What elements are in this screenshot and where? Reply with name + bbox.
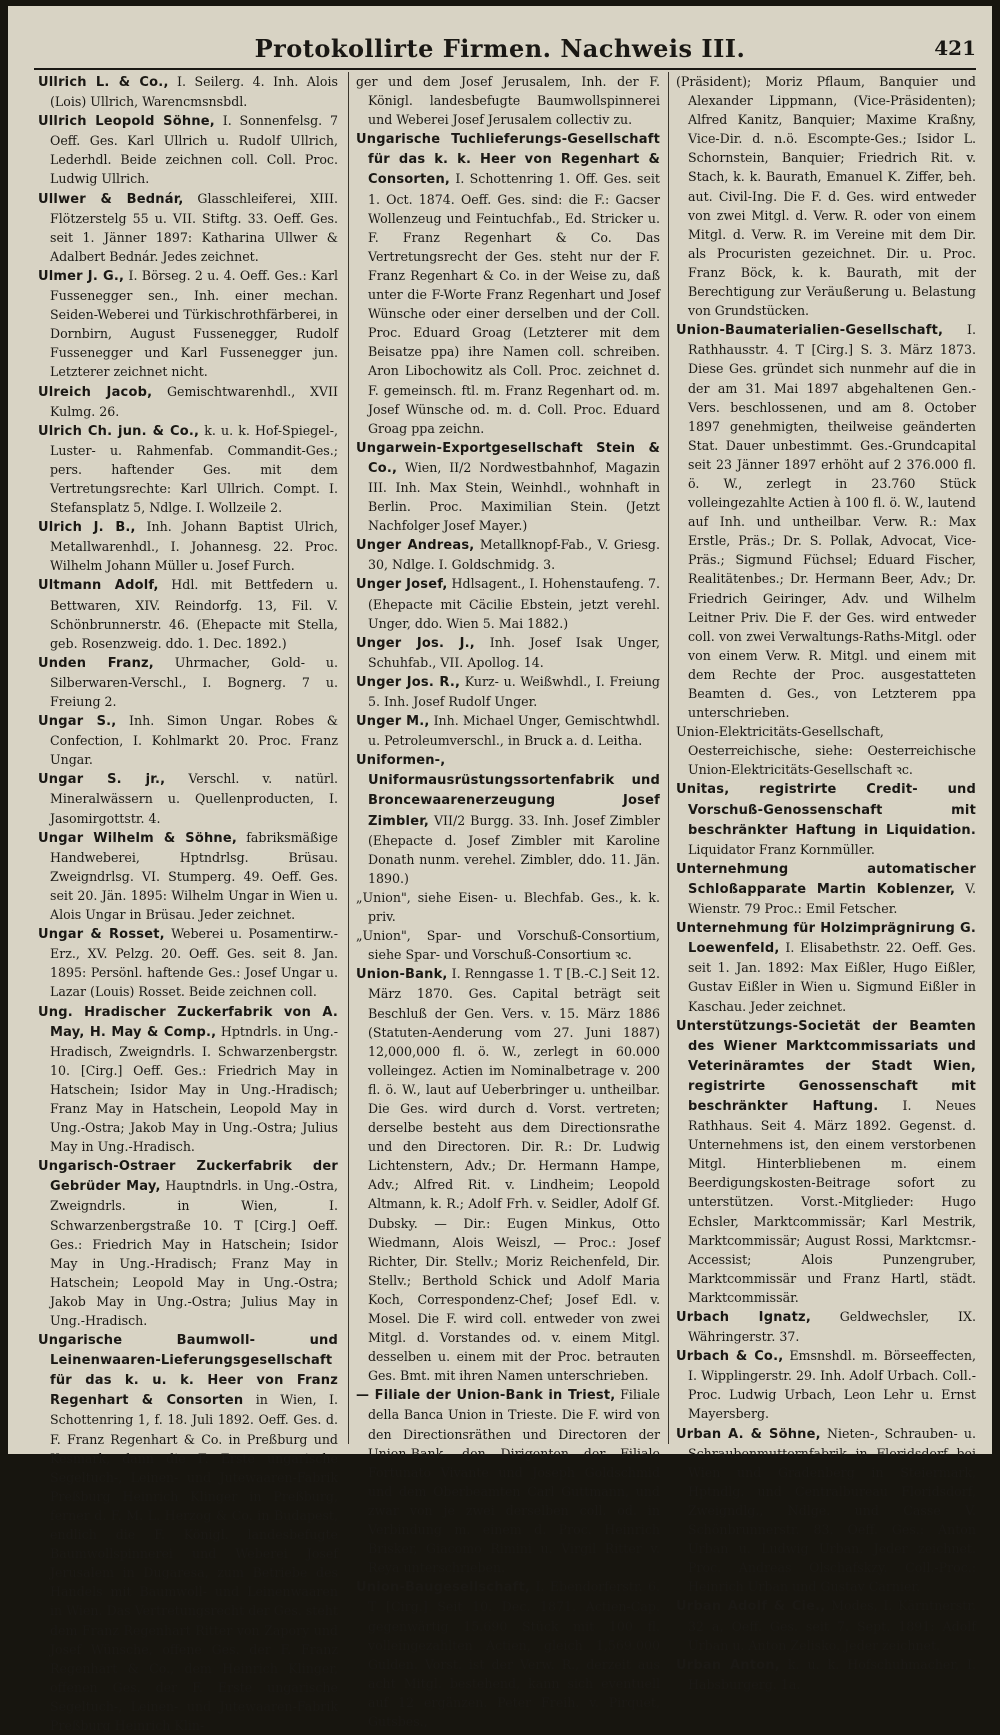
directory-entry [676, 1307, 976, 1346]
directory-entry [356, 672, 660, 711]
firm-name: Uniformen-, Uniformausrüstungssortenfabrik und Broncewaarenerzeugung Josef Zimbler, [356, 753, 660, 829]
firm-details: (Präsident); Moriz Pflaum, Banquier und Alexander Lippmann, (Vice-Präsidenten); Alfred Kanitz, Banquier; Maxime Kraßny, Vice-Dir. d. n.ö. Escompte-Ges.; Isidor L. Schornstein, Banquier; Friedrich Rit. v. Stach, k. k. Baurath, Emanuel K. Ziffer, beh. aut. Civil-Ing. Die F. d. Ges. wird entweder von zwei Mitgl. d. Verw. R. oder von einem Mitgl. d. Verw. R. im Vereine mit dem Dir. als Procuristen gezeichnet. Dir. u. Proc. Franz Böck, k. k. Baurath, mit der Berechtigung zur Veräußerung u. Belastung von Grundstücken. [676, 74, 976, 319]
directory-entry [38, 924, 338, 1001]
firm-details: Filiale della Banca Union in Trieste. Die F. wird von den Directionsräthen und Directoren der Union-Bank, den Dirigenten der Filiale Fortunato Vivante und Joseph Goldschmid und dem Oberbeamten Carl Guttmann, und zwar von je zwei derselben coll. od. in Verbindung m. einem d. Proc. Heinrich Brisker, Giacomo Rimini u. Virgil Ritter v. Reya unterschrieben. [368, 1387, 660, 1576]
firm-name: Ullwer & Bednár, [38, 191, 184, 207]
column-1 [38, 72, 338, 1733]
firm-name: Union-Bank, [356, 967, 448, 983]
directory-page [8, 6, 992, 1733]
directory-entry [38, 111, 338, 188]
directory-entry [676, 859, 976, 918]
firm-name: Unitas, registrirte Credit- und Vorschuß-Genossenschaft mit beschränkter Haftung in Liquidation. [676, 782, 976, 838]
directory-entry [38, 769, 338, 827]
firm-name: Ung. Hradischer Zuckerfabrik von A. May, H. May & Comp., [38, 1004, 338, 1040]
firm-name: Ulrich Ch. jun. & Co., [38, 423, 200, 439]
directory-entry [38, 266, 338, 382]
firm-name: Unger Jos. J., [356, 635, 475, 651]
firm-name: Unternehmung automatischer Schloßapparate Martin Koblenzer, [676, 861, 976, 897]
firm-details: I. Seilerg. 4. Inh. Alois (Lois) Ullrich, Warencmsnsbdl. [50, 74, 338, 110]
directory-entry [38, 517, 338, 575]
firm-details: Hauptndrls. in Ung.-Ostra, Zweigndrls. in Wien, I. Schwarzenbergstraße 10. T [Cirg.] Oeff. Ges.: Friedrich May in Hatschein; Isidor May in Ung.-Hradisch; Franz May in Hatschein; Leopold May in Ung.-Ostra; Jakob May in Ung.-Ostra; Julius May in Ung.-Hradisch. [50, 1178, 338, 1328]
directory-entry [38, 421, 338, 517]
firm-name: — Filiale der Union-Bank in Triest, [356, 1388, 616, 1404]
firm-name: Union-Baugesellschaft, [356, 1580, 531, 1596]
firm-details: Nieten-, Schrauben- u. Schraubenmutternfabrik in Floridsdorf bei Wien und Gradenberg in Steiermark, Hptndlg. und Centralbureau Floridsdorf, Zweigndlg., Ndlge. und Casse V. Schönbrunnerstr. 83. Oeff. Ges.: Anton Urban u. Ludwig Urban. Jeder zeichnet. Proc. Andreas Olschafskzy. Coll.-Proc.: Heinrich Urban und Gustav Carnier. [688, 1425, 976, 1595]
firm-name: Urban A. & Söhne, [676, 1426, 821, 1442]
firm-details: I. Renngasse 1. T [B.-C.] Seit 12. März 1870. Ges. Capital beträgt seit Beschluß der Gen. Vers. v. 15. März 1886 (Statuten-Aenderung vom 27. Juni 1887) 12,000,000 fl. ö. W., zerlegt in 60.000 volleingez. Actien im Nominalbetrage v. 200 fl. ö. W., laut auf Ueberbringer u. untheilbar. Die Ges. wird durch d. Vorst. vertreten; derselbe besteht aus dem Directionsrathe und den Directoren. Dir. R.: Dr. Ludwig Lichtenstern, Adv.; Dr. Hermann Hampe, Adv.; Alfred Rit. v. Lindheim; Leopold Altmann, k. R.; Adolf Frh. v. Seidler, Adolf Gf. Dubsky. — Dir.: Eugen Minkus, Otto Wiedmann, Alois Weiszl, — Proc.: Josef Richter, Dir. Stellv.; Moriz Reichenfeld, Dir. Stellv.; Berthold Schick und Adolf Maria Koch, Correspondenz-Chef; Josef Edl. v. Mosel. Die F. wird coll. entweder von zwei Mitgl. d. Vorstandes od. v. einem Mitgl. desselben u. einem mit der Proc. betrauten Ges. Bmt. mit ihren Namen unterschrieben. [368, 966, 660, 1384]
directory-entry [38, 1330, 338, 1735]
directory-entry [38, 711, 338, 769]
directory-entry [356, 711, 660, 750]
directory-entry [38, 1002, 338, 1157]
directory-entry [38, 72, 338, 111]
firm-name: Urbach & Co., [676, 1349, 784, 1365]
firm-details: Wien, II/2 Nordwestbahnhof, Magazin III. Inh. Max Stein, Weinhdl., wohnhaft in Berlin. Proc. Maximilian Stein. (Jetzt Nachfolger Josef Mayer.) [368, 459, 660, 534]
firm-name: Ungarwein-Exportgesellschaft Stein & Co., [356, 440, 660, 476]
directory-entry [676, 918, 976, 1015]
firm-name: Ulrich J. B., [38, 520, 136, 536]
directory-entry [38, 189, 338, 266]
firm-name: Ungarisch-Ostraer Zuckerfabrik der Gebrüder May, [38, 1159, 338, 1195]
directory-entry [38, 828, 338, 924]
firm-details: I. Sonnenfelsg. 7 Oeff. Ges. Karl Ullrich u. Rudolf Ullrich, Lederhdl. Beide zeichnen coll. Coll. Proc. Ludwig Ullrich. [50, 113, 338, 187]
firm-details: Modes, I. Kärntnerstr. 32 a, Oeff. Ges. seit 7. Sept. 1891: Adolf Urban u. Anton Zelisko. Jeder zeichnet. [688, 1598, 976, 1653]
firm-details: I. Neues Rathhaus. Seit 4. März 1892. Gegenst. d. Unternehmens ist, den einem verstorbenen Mitgl. Hinterbliebenen m. einem Beerdigungskosten-Beitrage sofort zu unterstützen. Vorst.-Mitglieder: Hugo Echsler, Marktcommissär; Karl Mestrik, Marktcommissär; August Rossi, Marktcmsr.-Accessist; Alois Punzengruber, Marktcommissär und Franz Hartl, städt. Marktcommissär. [688, 1097, 976, 1305]
directory-entry [676, 1016, 976, 1307]
firm-name: Ulreich Jacob, [38, 384, 153, 400]
directory-entry [356, 438, 660, 535]
firm-details: Verschl. v. natürl. Mineralwässern u. Quellenproducten, I. Jasomirgottstr. 4. [50, 771, 338, 826]
directory-entry [356, 535, 660, 574]
directory-entry [356, 129, 660, 438]
firm-details: fabriksmäßige Handweberei, Hptndrlsg. Brüsau. Zweigndrlsg. VI. Stumperg. 49. Oeff. Ges. seit 20. Jän. 1895: Wilhelm Ungar in Wien u. Alois Ungar in Brüsau. Jeder zeichnet. [50, 829, 338, 923]
page-header [8, 34, 992, 70]
column-3 [676, 72, 976, 1692]
firm-name: Ungar & Rosset, [38, 927, 165, 943]
directory-entry [676, 722, 976, 779]
directory-entry [356, 964, 660, 1385]
firm-details: „Union", Spar- und Vorschuß-Consortium, siehe Spar- und Vorschuß-Consortium ꝛc. [356, 928, 660, 963]
firm-details: „Union", siehe Eisen- u. Blechfab. Ges., k. k. priv. [356, 889, 660, 925]
firm-details: Glasschleiferei, XIII. Flötzerstelg 55 u. VII. Stiftg. 33. Oeff. Ges. seit 1. Jänner 1897: Katharina Ullwer & Adalbert Bednár. Jedes zeichnet. [50, 190, 338, 264]
firm-name: Unden Franz, [38, 655, 154, 671]
directory-entry [356, 888, 660, 926]
firm-name: Urbach Ignatz, [676, 1310, 811, 1325]
directory-entry [676, 1596, 976, 1654]
firm-details: Union-Elektricitäts-Gesellschaft, Oesterreichische, siehe: Oesterreichische Union-Elektricitäts-Gesellschaft ꝛc. [676, 724, 976, 778]
firm-name: Unger Josef, [356, 577, 448, 593]
firm-details: Inh. Michael Unger, Gemischtwhdl. u. Petroleumverschl., in Bruck a. d. Leitha. [368, 713, 660, 749]
firm-name: Ungar Wilhelm & Söhne, [38, 830, 238, 846]
directory-entry [676, 72, 976, 320]
directory-entry [356, 926, 660, 964]
firm-details: V. Wienstr. 79 Proc.: Emil Fetscher. [688, 880, 976, 917]
firm-name: Urban Anton, [676, 1657, 780, 1673]
firm-details: Emsnshdl. m. Börseeffecten, I. Wipplingerstr. 29. Inh. Adolf Urbach. Coll.-Proc. Ludwig Urbach, Leon Lehr u. Ernst Mayersberg. [688, 1348, 976, 1422]
directory-entry [38, 382, 338, 421]
firm-details: Liquidator Franz Kornmüller. [688, 841, 875, 857]
firm-name: Unger Andreas, [356, 538, 475, 554]
firm-details: Inh. Johann Baptist Ulrich, Metallwarenhdl., I. Johannesg. 22. Proc. Wilhelm Johann Müller u. Josef Furch. [50, 519, 338, 574]
directory-entry [38, 653, 338, 711]
firm-name: Ungarische Baumwoll- und Leinenwaaren-Lieferungsgesellschaft für das k. u. k. Heer von Franz Regenhart & Consorten [38, 1333, 338, 1409]
column-divider [668, 72, 669, 1444]
directory-entry [356, 72, 660, 129]
directory-entry [676, 779, 976, 858]
firm-details: in Wien, I. Schottenring 1, f. 18. Juli 1892. Oeff. Ges. d. F. Franz Regenhart & Co. in Preßburg und Kesmark, dann die F. Erste ungarische Segeltuch-, Leinen- und Jutewaaren-Fabrik Preßburg Heinrich Klinger in Preßburg, ferner d. F. M. L. Herzog & Co. in Budapest, endlich die F. Königl. landesbefugte Baumwollspinnerei und Weberei Josef Jerusalem in Dugaresa, zum Betriebe des Handels mit Baumwoll- und Leinenwaaren in Wien. Das Vertretungsrecht der Ges. steht dem Franz Regenhart Ritter von Zapory und Josef Wünsche, offene Ges. der F. Franz Regenhart & Co., dem Heinrich Klinger, offenen Ges. der F. Erste ungarische Segeltuch-, Leinen- und Jutewaaren-Fabrik Preßburg Heinrich Klin- [50, 1392, 338, 1733]
directory-entry [356, 750, 660, 888]
firm-details: Inh. Simon Ungar. Robes & Confection, I. Kohlmarkt 20. Proc. Franz Ungar. [50, 713, 338, 768]
directory-entry [38, 1156, 338, 1330]
firm-details: Hdlsagent., I. Hohenstaufeng. 7. (Ehepacte mit Cäcilie Ebstein, jetzt verehl. Unger, ddo. Wien 5. Mai 1882.) [368, 576, 660, 631]
firm-name: Union-Baumaterialien-Gesellschaft, [676, 323, 944, 339]
firm-details: k. u. k. Hofschuhmacher, I. Habsburgerg. 1a. [688, 1656, 976, 1692]
directory-entry [356, 633, 660, 672]
firm-name: Ulmer J. G., [38, 268, 125, 284]
firm-name: Unger M., [356, 714, 430, 730]
firm-details: Weberei u. Posamentirw.-Erz., XV. Pelzg. 20. Oeff. Ges. seit 8. Jan. 1895: Persönl. haftende Ges.: Josef Ungar u. Lazar (Louis) Rosset. Beide zeichnen coll. [50, 926, 338, 1000]
firm-details: Kurz- u. Weißwhdl., I. Freiung 5. Inh. Josef Rudolf Unger. [368, 673, 660, 709]
firm-name: Ungarische Tuchlieferungs-Gesellschaft für das k. k. Heer von Regenhart & Consorten, [356, 132, 660, 188]
firm-details: Gemischtwarenhdl., XVII Kulmg. 26. [50, 383, 338, 419]
column-2 [356, 72, 660, 1729]
firm-details: I. Schottenring 1. Off. Ges. seit 1. Oct. 1874. Oeff. Ges. sind: die F.: Gacser Wollenzeug und Feintuchfab., Ed. Stricker u. F. Franz Regenhart & Co. Das Vertretungsrecht der Ges. steht nur der F. Franz Regenhart & Co. in der Weise zu, daß unter die F-Worte Franz Regenhart und Josef Wünsche oder einer derselben und der Coll. Proc. Eduard Groag (Letzterer mit dem Beisatze ppa) ihre Namen coll. schreiben. Aron Libochowitz als Coll. Proc. zeichnet d. F. gemeinsch. ftl. m. Franz Regenhart od. m. Josef Wünsche od. m. d. Coll. Proc. Eduard Groag ppa zeichn. [368, 171, 660, 436]
firm-details: Inh. Josef Isak Unger, Schuhfab., VII. Apollog. 14. [368, 634, 660, 670]
firm-name: Urban Adolf & Cie., [676, 1599, 826, 1615]
header-rule [34, 68, 976, 70]
firm-name: Ullrich L. & Co., [38, 75, 169, 90]
firm-name: Unterstützungs-Societät der Beamten des Wiener Marktcommissariats und Veterinäramtes der Stadt Wien, registrirte Genossenschaft mit beschränkter Haftung. [676, 1018, 976, 1114]
directory-entry [38, 575, 338, 652]
firm-details: Hdl. mit Bettfedern u. Bettwaren, XIV. Reindorfg. 13, Fil. V. Schönbrunnerstr. 46. (Ehepacte mit Stella, geb. Rosenzweig. ddo. 1. Dec. 1892.) [50, 577, 338, 651]
firm-details: VII/2 Burgg. 33. Inh. Josef Zimbler (Ehepacte d. Josef Zimbler mit Karoline Donath nunm. verehel. Zimbler, ddo. 11. Jän. 1890.) [368, 812, 660, 886]
firm-details: ger und dem Josef Jerusalem, Inh. der F. Königl. landesbefugte Baumwollspinnerei und Weberei Josef Jerusalem collectiv zu. [356, 74, 660, 128]
directory-entry [676, 1655, 976, 1694]
firm-name: Ungar S. jr., [38, 772, 166, 788]
firm-details: I. Ebendorferstr. 6. T [Cirg.] Seit 10. Dec. 1871. Actien-Cap. gegenwärtig 15.690 Stück mit 100 fl. volleingezahlten Actien, gleich 1,569.000 Gulden. Vorst. ist der Verw. R., derzeit aus acht Mitgl. bestehend, kann sich eventuell auf 12 ergänzen. Peter Freih. v. Pirquet, Gutsbes., [368, 1579, 660, 1729]
firm-details: Uhrmacher, Gold- u. Silberwaren-Verschl., I. Bognerg. 7 u. Freiung 2. [50, 654, 338, 709]
directory-entry [676, 320, 976, 722]
firm-details: I. Elisabethstr. 22. Oeff. Ges. seit 1. Jan. 1892: Max Eißler, Hugo Eißler, Gustav Eißler in Wien u. Sigmund Eißler in Kaschau. Jeder zeichnet. [688, 940, 976, 1014]
directory-entry [676, 1424, 976, 1597]
directory-entry [356, 1385, 660, 1577]
firm-name: Ullrich Leopold Söhne, [38, 114, 215, 130]
page-number: 421 [934, 36, 976, 60]
column-divider [348, 72, 349, 1444]
firm-details: I. Börseg. 2 u. 4. Oeff. Ges.: Karl Fussenegger sen., Inh. einer mechan. Seiden-Weberei und Türkischrothfärberei, in Dornbirn, August Fussenegger, Rudolf Fussenegger und Karl Fussenegger jun. Letzterer zeichnet nicht. [50, 267, 338, 380]
firm-details: Geldwechsler, IX. Währingerstr. 37. [688, 1309, 976, 1345]
directory-entry [356, 1577, 660, 1731]
page-title: Protokollirte Firmen. Nachweis III. [254, 34, 746, 63]
firm-details: k. u. k. Hof-Spiegel-, Luster- u. Rahmenfab. Commandit-Ges.; pers. haftender Ges. mit dem Vertretungsrechte: Karl Ullrich. Compt. I. Stefansplatz 5, Ndlge. I. Wollzeile 2. [50, 422, 338, 516]
firm-name: Unternehmung für Holzimprägnirung G. Loewenfeld, [676, 921, 976, 957]
firm-name: Ungar S., [38, 714, 117, 730]
firm-name: Unger Jos. R., [356, 674, 461, 690]
directory-entry [356, 574, 660, 632]
firm-details: Hptndrls. in Ung.-Hradisch, Zweigndrls. I. Schwarzenbergstr. 10. [Cirg.] Oeff. Ges.: Friedrich May in Hatschein; Isidor May in Ung.-Hradisch; Franz May in Hatschein, Leopold May in Ung.-Ostra; Jakob May in Ung.-Ostra; Julius May in Ung.-Hradisch. [50, 1023, 338, 1155]
firm-name: Ultmann Adolf, [38, 578, 159, 594]
firm-details: I. Rathhausstr. 4. T [Cirg.] S. 3. März 1873. Diese Ges. gründet sich nunmehr auf die in der am 31. Mai 1897 abgehaltenen Gen.-Vers. beschlossenen, und am 8. October 1897 genehmigten, theilweise geänderten Stat. Dauer unbestimmt. Ges.-Grundcapital seit 23 Jänner 1897 erhöht auf 2 376.000 fl. ö. W., zerlegt in 23.760 Stück volleingezahlte Actien à 100 fl. ö. W., lautend auf Inh. und untheilbar. Verw. R.: Max Erstle, Präs.; Dr. S. Pollak, Advocat, Vice-Präs.; Sigmund Füchsel; Eduard Fischer, Realitätenbes.; Dr. Hermann Beer, Adv.; Dr. Friedrich Geiringer, Adv. und Wilhelm Leitner Priv. Die F. der Ges. wird entweder coll. von zwei Verwaltungs-Raths-Mitgl. oder von einem Verw. R. Mitgl. und einem mit dem Rechte der Proc. ausgestatteten Beamten d. Ges., von Letzterem ppa unterschrieben. [688, 322, 976, 721]
firm-details: Metallknopf-Fab., V. Griesg. 30, Ndlge. I. Goldschmidg. 3. [368, 537, 660, 573]
directory-entry [676, 1346, 976, 1423]
